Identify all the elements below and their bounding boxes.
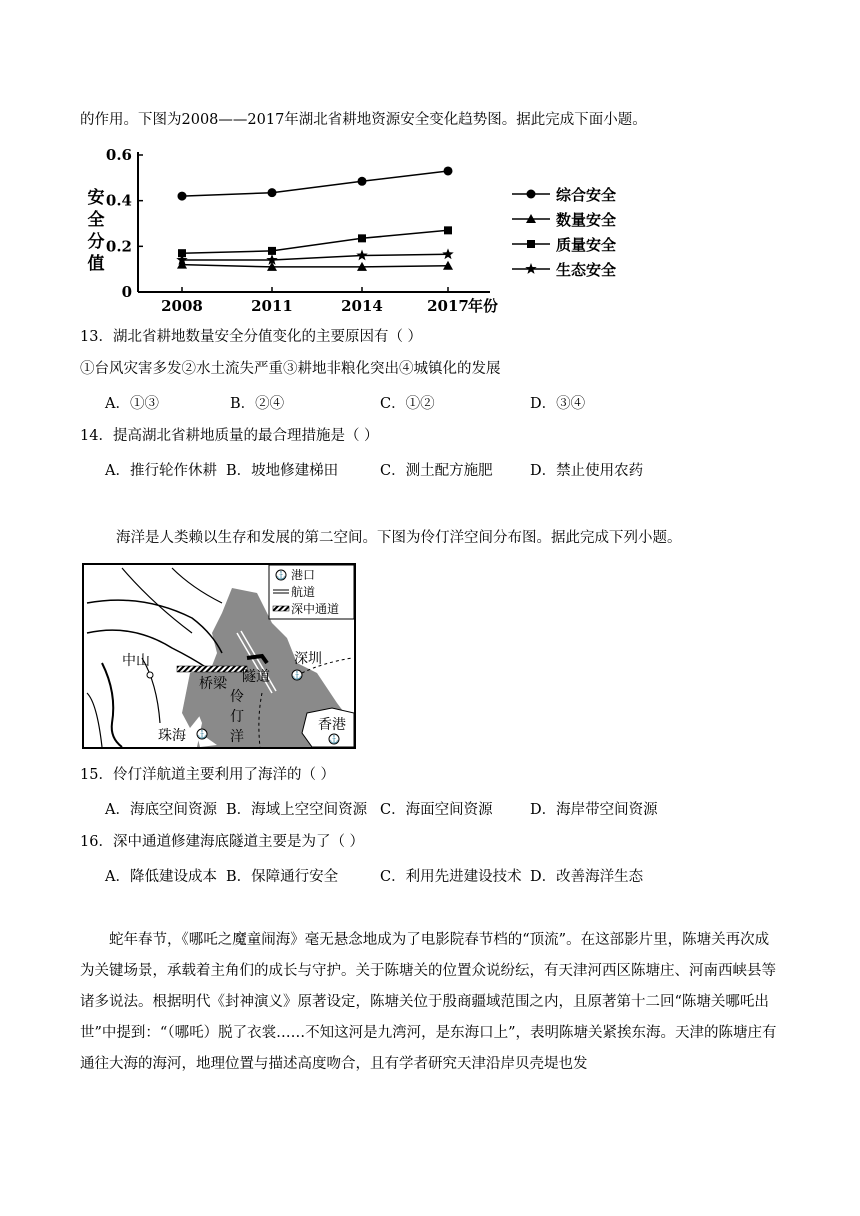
q14-option-a[interactable]: A．推行轮作休耕: [105, 463, 217, 479]
q15-option-b[interactable]: B．海域上空空间资源: [226, 802, 368, 818]
q16-option-c[interactable]: C．利用先进建设技术: [380, 869, 522, 885]
y-axis-label-char: 值: [87, 254, 105, 274]
svg-text:⚓: ⚓: [292, 671, 302, 680]
series-3: [178, 226, 452, 257]
q14-stem: 14．提高湖北省耕地质量的最合理措施是（ ）: [80, 428, 379, 444]
svg-text:⚓: ⚓: [276, 571, 286, 580]
legend-label: 质量安全: [556, 236, 617, 254]
series-point: [268, 188, 277, 197]
x-tick-label: 2014: [341, 297, 383, 315]
q16-option-b[interactable]: B．保障通行安全: [226, 869, 339, 885]
label-shenzhen: 深圳: [294, 651, 322, 667]
sea-intro: 海洋是人类赖以生存和发展的第二空间。下图为伶仃洋空间分布图。据此完成下列小题。: [116, 530, 682, 546]
legend-tunnel: 深中通道: [291, 602, 340, 616]
series-point: [358, 234, 366, 242]
series-line: [182, 230, 448, 253]
legend-label: 数量安全: [556, 211, 617, 229]
series-point: [442, 248, 453, 259]
svg-text:⚓: ⚓: [197, 730, 207, 739]
label-ling: 伶: [230, 689, 244, 705]
y-axis-label-char: 全: [87, 210, 105, 230]
bridge-hatch: [177, 666, 247, 672]
series-point: [444, 166, 453, 175]
series-point: [356, 249, 367, 260]
label-zhongshan: 中山: [122, 653, 150, 669]
q16-option-d[interactable]: D．改善海洋生态: [530, 869, 644, 885]
x-axis-suffix: 年份: [468, 297, 499, 315]
label-bridge: 桥梁: [199, 676, 227, 692]
x-tick-label: 2017: [427, 297, 469, 315]
chart-series: [176, 166, 453, 270]
svg-text:⚓: ⚓: [329, 735, 339, 744]
q13-items: ①台风灾害多发②水土流失严重③耕地非粮化突出④城镇化的发展: [80, 361, 501, 377]
series-line: [182, 171, 448, 196]
series-point: [358, 177, 367, 186]
legend-marker: [527, 240, 535, 248]
label-tunnel: 隧道: [242, 669, 270, 685]
series-point: [268, 247, 276, 255]
series-2: [177, 260, 453, 271]
q16-option-a[interactable]: A．降低建设成本: [105, 869, 217, 885]
legend-port: 港口: [291, 568, 316, 582]
y-axis-label-char: 安: [87, 188, 105, 208]
y-tick-label: 0: [121, 283, 132, 301]
q14-option-d[interactable]: D．禁止使用农药: [530, 463, 644, 479]
label-ding: 仃: [230, 709, 244, 725]
q16-stem: 16．深中通道修建海底隧道主要是为了（ ）: [80, 834, 365, 850]
legend-marker: [525, 263, 536, 274]
series-line: [182, 254, 448, 260]
series-point: [178, 192, 187, 201]
q13-option-b[interactable]: B．②④: [230, 396, 285, 412]
series-4: [176, 248, 453, 265]
y-axis-label-char: 分: [87, 232, 105, 252]
y-tick-label: 0.6: [105, 146, 132, 164]
series-point: [444, 226, 452, 234]
nezha-paragraph: 蛇年春节，《哪吒之魔童闹海》毫无悬念地成为了电影院春节档的“顶流”。在这部影片里，陈塘关再次成为关键场景，承载着主角们的成长与守护。关于陈塘关的位置众说纷纭，有天津河西区陈塘庄、河南西峡县等诸多说法。根据明代《封神演义》原著设定，陈塘关位于殷商疆域范围之内，且原著第十二回“陈塘关哪吒出世”中提到：“（哪吒）脱了衣裳……不知这河是九湾河，是东海口上”，表明陈塘关紧挨东海。天津的陈塘庄有通往大海的海河，地理位置与描述高度吻合，且有学者研究天津沿岸贝壳堤也发: [80, 932, 777, 1072]
chart-y-label: [88, 187, 105, 274]
chart-legend: [512, 186, 616, 279]
label-hongkong: 香港: [318, 717, 346, 733]
legend-label: 综合安全: [556, 186, 617, 204]
series-1: [178, 166, 453, 200]
q14-option-c[interactable]: C．测土配方施肥: [380, 463, 493, 479]
q13-stem: 13．湖北省耕地数量安全分值变化的主要原因有（ ）: [80, 329, 423, 345]
x-tick-label: 2011: [251, 297, 293, 315]
q15-option-a[interactable]: A．海底空间资源: [105, 802, 217, 818]
q14-option-b[interactable]: B．坡地修建梯田: [226, 463, 339, 479]
q13-option-d[interactable]: D．③④: [530, 396, 586, 412]
series-line: [182, 265, 448, 267]
q13-option-a[interactable]: A．①③: [105, 396, 159, 412]
label-yang: 洋: [230, 729, 244, 745]
q15-option-d[interactable]: D．海岸带空间资源: [530, 802, 658, 818]
legend-label: 生态安全: [556, 261, 617, 279]
q13-option-c[interactable]: C．①②: [380, 396, 435, 412]
y-tick-label: 0.4: [105, 191, 132, 210]
q15-option-c[interactable]: C．海面空间资源: [380, 802, 493, 818]
lingding-sea-map: [82, 563, 356, 749]
intro-line: 的作用。下图为2008——2017年湖北省耕地资源安全变化趋势图。据此完成下面小题。: [80, 112, 647, 128]
x-tick-label: 2008: [161, 297, 203, 315]
legend-channel: 航道: [291, 585, 316, 599]
farmland-security-chart: [80, 140, 640, 315]
y-tick-label: 0.2: [105, 237, 132, 256]
q15-stem: 15．伶仃洋航道主要利用了海洋的（ ）: [80, 767, 336, 783]
legend-marker: [527, 190, 536, 199]
label-zhuhai: 珠海: [158, 728, 186, 744]
